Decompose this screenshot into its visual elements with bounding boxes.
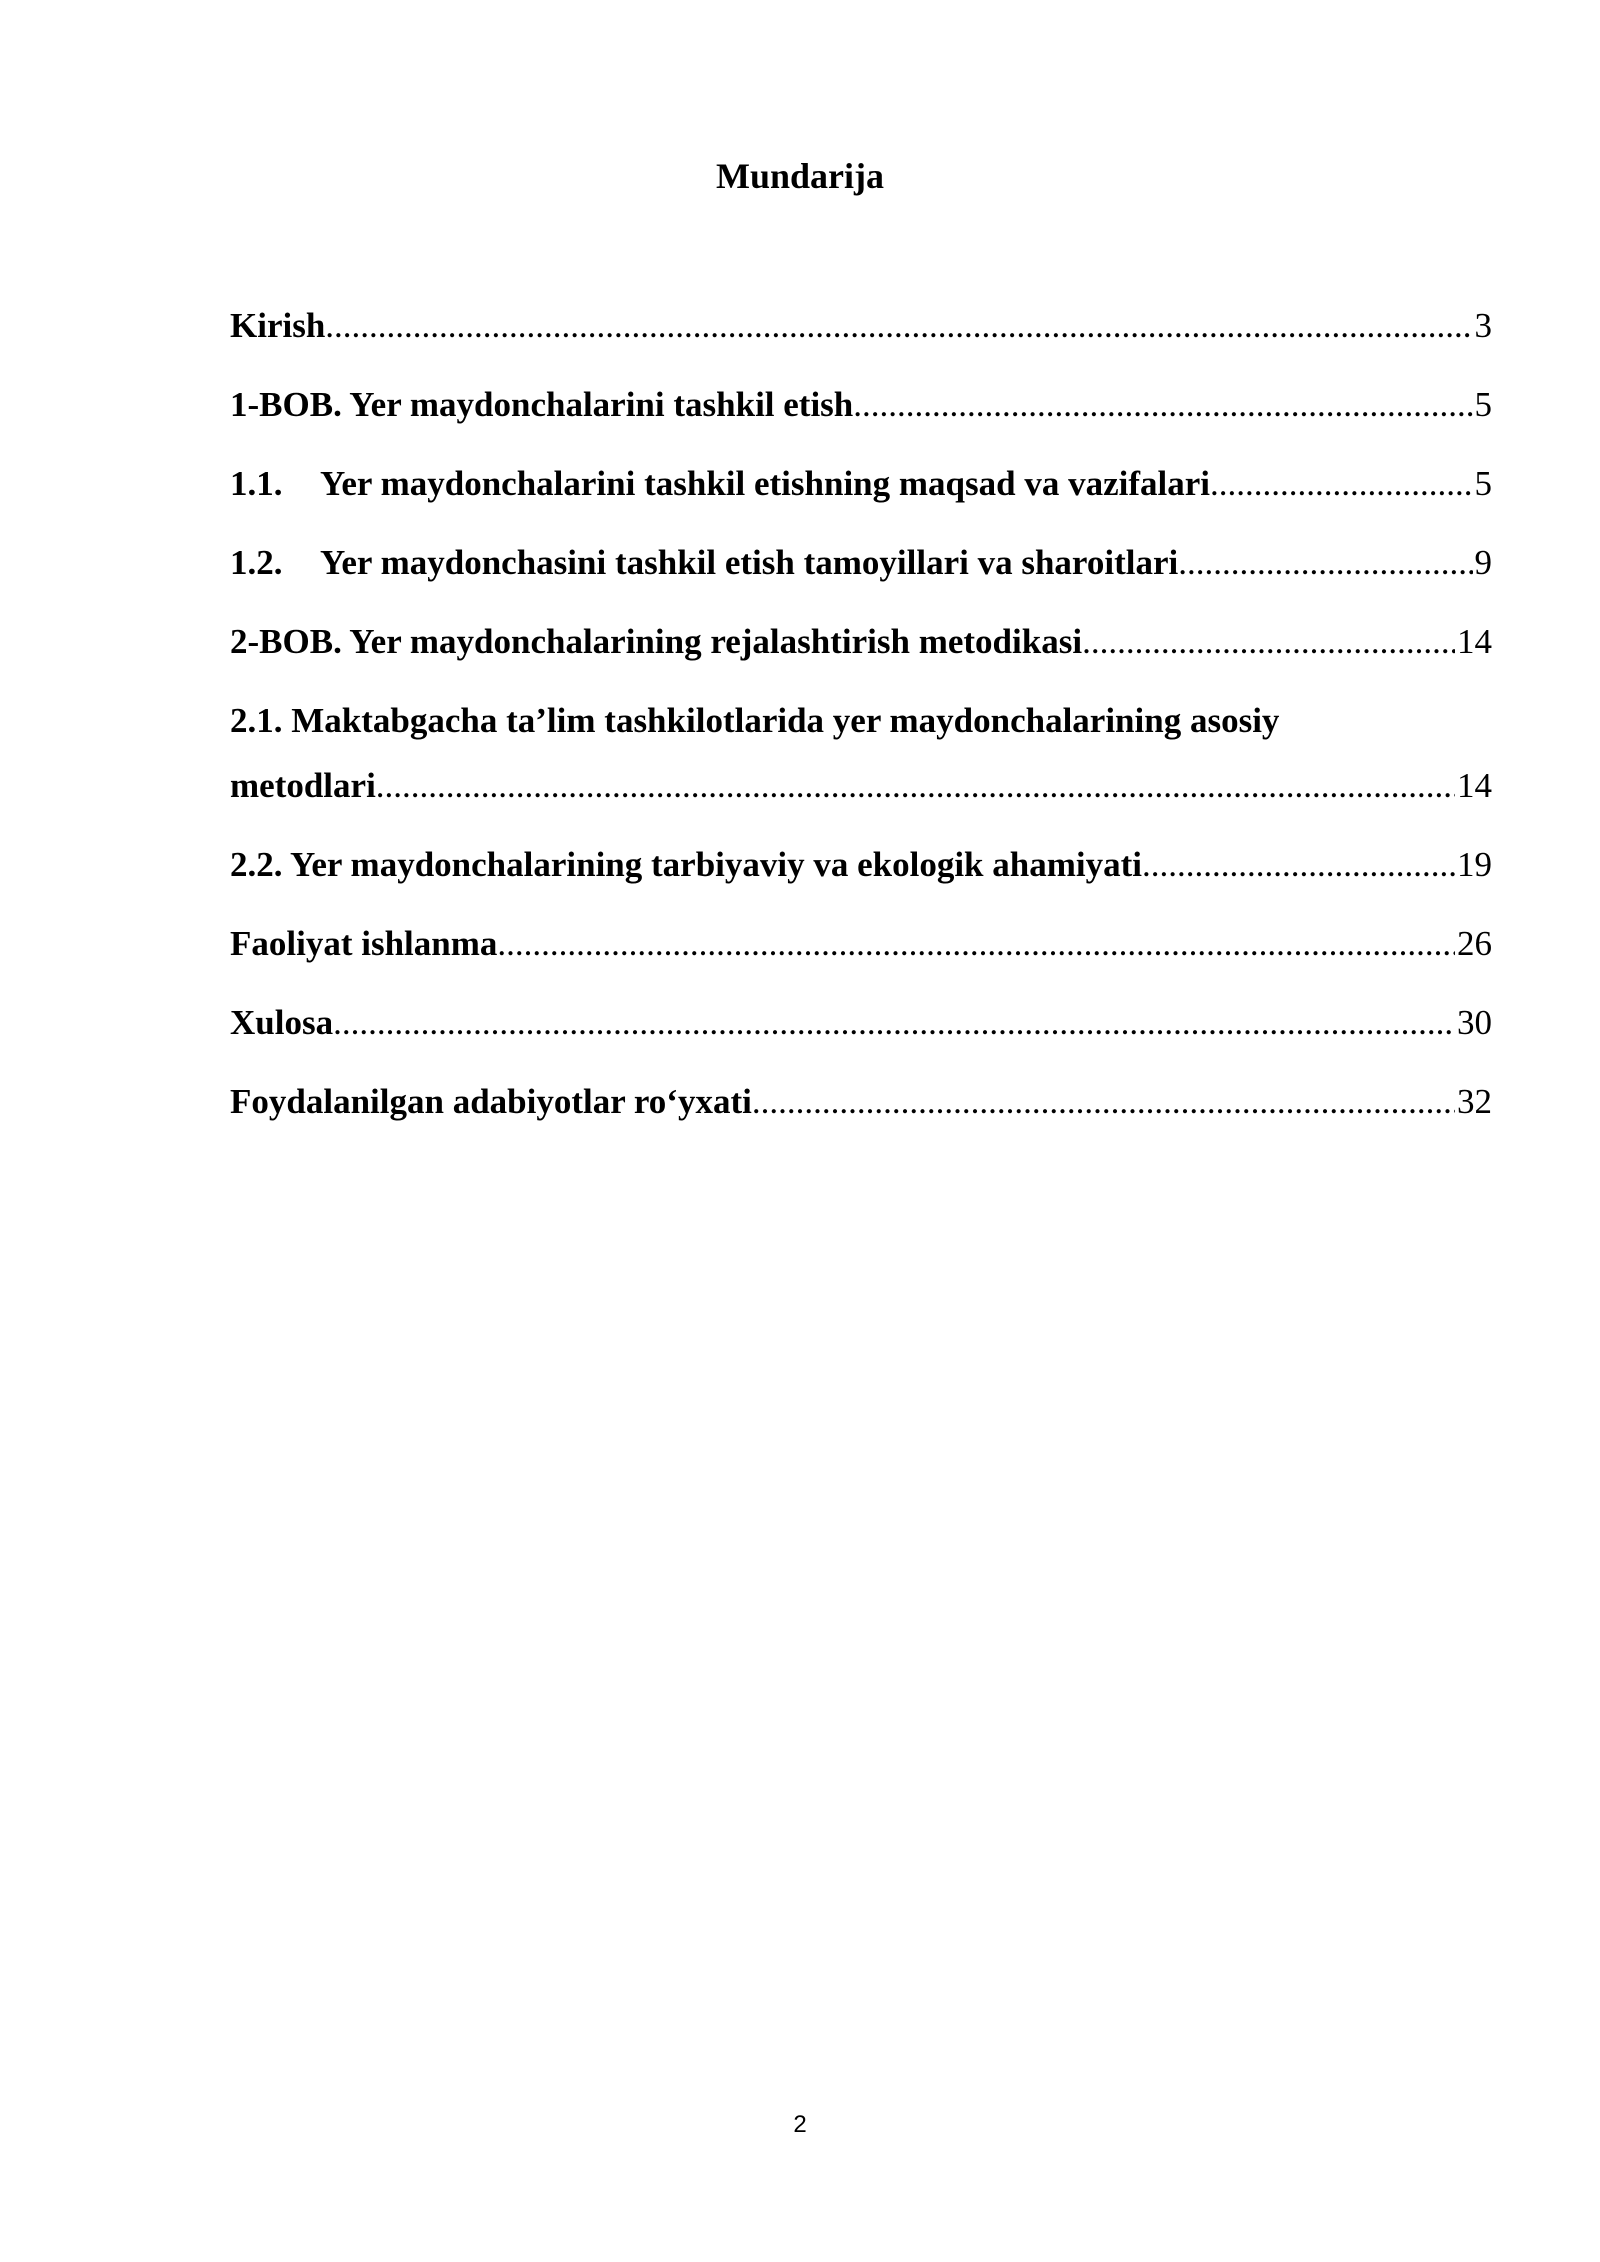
toc-entry-title: 2.2. Yer maydonchalarining tarbiyaviy va ekologik ahamiyati xyxy=(230,845,1142,884)
toc-entry-section-1-2[interactable] xyxy=(230,537,1492,589)
toc-entry-chapter-2[interactable] xyxy=(230,616,1492,668)
table-of-contents xyxy=(230,300,1492,1155)
dot-leader xyxy=(752,1076,1455,1128)
toc-entry-number: 1.1. xyxy=(230,464,283,503)
page-title: Mundarija xyxy=(715,156,884,196)
toc-entry-page: 30 xyxy=(1457,1003,1492,1042)
toc-entry-chapter-1[interactable] xyxy=(230,379,1492,431)
dot-leader xyxy=(853,379,1472,431)
toc-entry-page: 9 xyxy=(1474,543,1492,582)
toc-entry-title: Xulosa xyxy=(230,1003,334,1042)
dot-leader xyxy=(497,918,1455,970)
dot-leader xyxy=(1082,616,1455,668)
dot-leader xyxy=(325,300,1472,352)
toc-entry-title: Faoliyat ishlanma xyxy=(230,924,498,963)
toc-entry-page: 3 xyxy=(1474,306,1492,345)
toc-entry-title-line-2: metodlari xyxy=(230,766,376,805)
dot-leader xyxy=(1142,839,1455,891)
dot-leader xyxy=(333,997,1455,1049)
toc-entry-number: 1.2. xyxy=(230,543,283,582)
toc-entry-title: Yer maydonchalarini tashkil etishning maqsad va vazifalari xyxy=(320,464,1211,503)
toc-entry-page: 5 xyxy=(1474,385,1492,424)
toc-entry-title: Foydalanilgan adabiyotlar ro‘yxati xyxy=(230,1082,752,1121)
toc-entry-page: 14 xyxy=(1457,766,1492,805)
dot-leader xyxy=(1178,537,1472,589)
page-number: 2 xyxy=(793,2111,807,2138)
toc-entry-section-2-2[interactable] xyxy=(230,839,1492,891)
toc-entry-page: 19 xyxy=(1457,845,1492,884)
toc-entry-xulosa[interactable] xyxy=(230,997,1492,1049)
dot-leader xyxy=(376,760,1455,812)
toc-entry-page: 26 xyxy=(1457,924,1492,963)
toc-entry-faoliyat[interactable] xyxy=(230,918,1492,970)
toc-entry-title: 2-BOB. Yer maydonchalarining rejalashtirish metodikasi xyxy=(230,622,1083,661)
toc-entry-section-2-1[interactable] xyxy=(230,695,1492,812)
toc-entry-section-1-1[interactable] xyxy=(230,458,1492,510)
toc-entry-title: Yer maydonchasini tashkil etish tamoyillari va sharoitlari xyxy=(320,543,1179,582)
toc-entry-adabiyotlar[interactable] xyxy=(230,1076,1492,1128)
toc-entry-page: 5 xyxy=(1474,464,1492,503)
toc-entry-page: 32 xyxy=(1457,1082,1492,1121)
toc-entry-title-line-1: 2.1. Maktabgacha ta’lim tashkilotlarida yer maydonchalarining asosiy xyxy=(230,701,1280,740)
toc-entry-title: Kirish xyxy=(230,306,326,345)
dot-leader xyxy=(1210,458,1472,510)
toc-entry-kirish[interactable] xyxy=(230,300,1492,352)
toc-entry-title: 1-BOB. Yer maydonchalarini tashkil etish xyxy=(230,385,854,424)
toc-entry-page: 14 xyxy=(1457,622,1492,661)
